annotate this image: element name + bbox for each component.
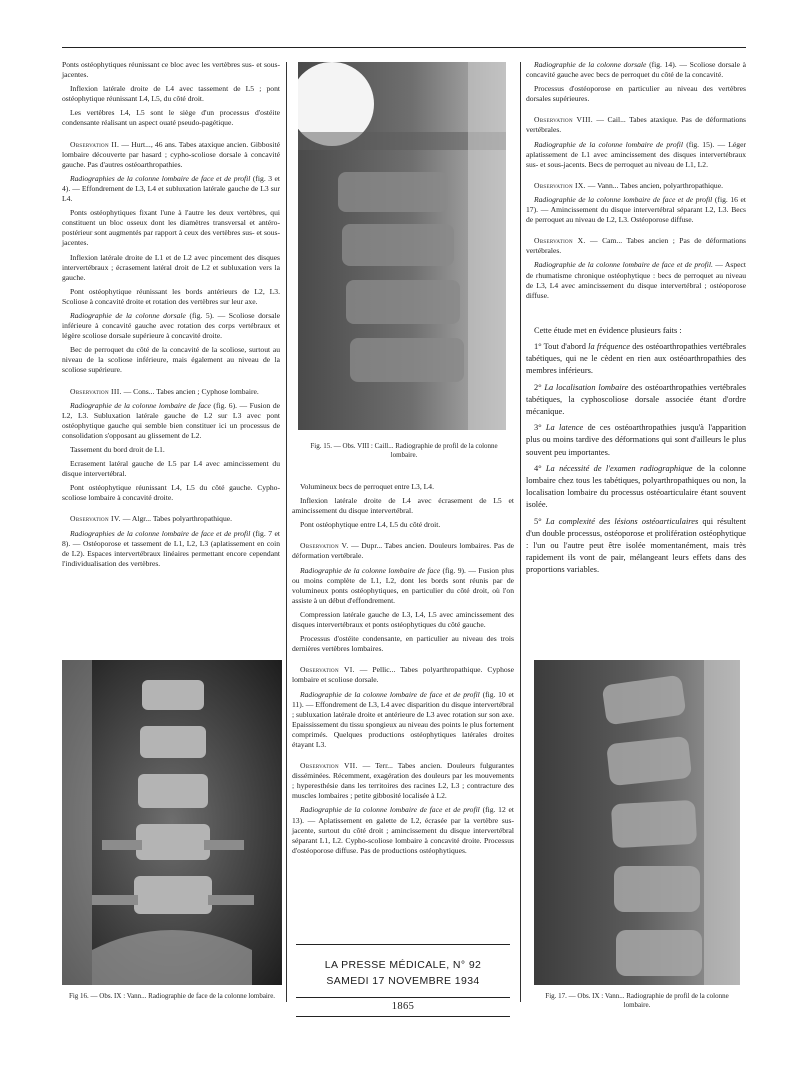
paragraph: Compression latérale gauche de L3, L4, L5 avec amincissement des disques intervertébraux et ponts ostéophytiques du côté gauche. [292,609,514,630]
radiography-text: (fig. 5). — Scoliose dorsale inférieure à concavité gauche avec rotation des corps vertébraux et légère scoliose dorsale supérieure à concavité droite. [62,310,280,341]
radiography-text: (fig. 16 et 17). — Amincissement du disque intervertébral séparant L2, L3. Becs de perroquet au niveau de L2, L3. Ostéoporose diffuse. [526,194,747,225]
observation-intro: — Dupr... Tabes ancien. Douleurs lombaires. Pas de déformation vertébrale. [292,541,514,561]
column-2 [292,482,514,860]
observation-2 [62,140,280,170]
observation-intro: — Terr... Tabes ancien. Douleurs fulgurantes disséminées. Récemment, exagération des douleurs par les mouvements ; hyperesthésie dans les territoires des racines L2, L3 ; contracture des muscles lombaires ; petite gibbosité localisée à L2. [292,761,514,801]
observation-intro: — Cail... Tabes ataxique. Pas de déformations vertébrales. [526,115,746,135]
observation-intro: — Cam... Tabes ancien ; Pas de déformations vertébrales. [526,236,746,256]
point-number: 5° [534,516,542,526]
observation-intro: — Vann... Tabes ancien, polyarthropathique. [587,180,723,190]
observation-10 [526,236,746,256]
radiography-paragraph [526,60,746,80]
radiography-text: (fig. 12 et 13). — Aplatissement en galette de L2, écrasée par la vertèbre sus-jacente, surtout du côté droit ; amincissement du disque intervertébral séparant L1, L2. Cypho-scoliose lombaire à concavité droite. Processus d'ostéoporose diffuse. Pas de productions ostéophytiques. [292,805,514,855]
observation-heading: Observation III. [70,386,122,396]
observation-heading: Observation X. [534,236,586,246]
paragraph: Ecrasement latéral gauche de L5 par L4 avec amincissement du disque intervertébral. [62,459,280,479]
masthead-journal: LA PRESSE MÉDICALE, N° 92 [324,959,482,971]
point-number: 1° Tout d'abord [534,341,586,351]
radiography-title: Radiographie de la colonne dorsale [534,60,647,69]
radiography-paragraph [62,529,280,569]
point-emphasis: La nécessité de l'examen radiographique [545,463,693,473]
radiography-text: (fig. 14). — Scoliose dorsale à concavité gauche avec becs de perroquet du côté de la concavité. [526,60,746,80]
radiography-paragraph [526,260,746,300]
observation-heading: Observation VII. [300,761,358,771]
conclusion-point-3 [526,422,746,459]
observation-5 [292,541,514,561]
observation-intro: — Algr... Tabes polyarthropathique. [122,514,233,524]
figure-15-radiograph [298,62,506,430]
paragraph: Inflexion latérale droite de L1 et de L2 avec pincement des disques intervertébraux ; écrasement latéral droit de L2 et subluxation vers la gauche. [62,252,280,282]
column-divider-right [520,62,521,1002]
radiography-title: Radiographie de la colonne lombaire de face et de profil [534,194,713,204]
radiography-paragraph [62,174,280,204]
radiography-text: (fig. 7 et 8). — Ostéoporose et tassement de L1, L2, L3 (aplatissement en coin de L2). Espaces intervertébraux linéaires permettant encore cependant l'individualisation des vertèbres. [62,528,280,568]
observation-8 [526,115,746,135]
observation-intro: — Pellic... Tabes polyarthropathique. Cyphose lombaire et scoliose dorsale. [292,665,514,685]
figure-17-radiograph [534,660,740,985]
radiography-text: (fig. 10 et 11). — Effondrement de L3, L4 avec disparition du disque intervertébral ; subluxation latérale droite et antérieure de L3 avec rotation sur son axe. Epaississement du tissu spongieux au niveau des points le plus fortement comprimés. Quelques productions ostéophytiques latérales droites étayant L3. [292,689,514,749]
radiography-text: (fig. 9). — Fusion plus ou moins complète de L1, L2, dont les bords sont réunis par de volumineux ponts ostéophytiques, en particulier du côté droit, où l'on assiste à un début d'effondrement. [292,565,515,605]
figure-15-caption: Fig. 15. — Obs. VIII : Caill... Radiographie de profil de la colonne lombaire. [310,442,498,459]
radiography-text: — Aspect de rhumatisme chronique ostéophytique : becs de perroquet au niveau de L3, L4 avec amincissement du disque intervertébral ; ostéoporose diffuse. [526,260,746,300]
radiography-title: Radiographies de la colonne lombaire de face et de profil [70,173,251,183]
point-number: 2° [534,382,542,392]
point-text: qui résultent d'un double processus, ostéoporose et prolifération ostéophytique : l'un ou l'autre peut être isolée momentanément, mais très rapidement ils vont de pair, mélangeant leurs effets dans des proportions variables. [526,516,747,575]
observation-heading: Observation II. [70,139,120,149]
conclusion-point-4 [526,463,746,512]
column-divider-left [286,62,287,1002]
radiography-title: Radiographie de la colonne lombaire de face et de profil. [534,260,713,270]
page-number: 1865 [391,1001,415,1012]
observation-heading: Observation IV. [70,514,121,524]
paragraph: Bec de perroquet du côté de la concavité de la scoliose, surtout au niveau de la scoliose inférieure, mais également au niveau de la scoliose supérieure. [62,345,280,375]
figure-17-caption: Fig. 17. — Obs. IX : Vann... Radiographie de profil de la colonne lombaire. [545,992,729,1009]
conclusion-intro: Cette étude met en évidence plusieurs faits : [534,325,682,335]
point-text: de ces ostéoarthropathies jusqu'à l'apparition plus ou moins tardive des déformations qui sont d'ailleurs le plus souvent peu importantes. [526,423,747,457]
top-rule [62,47,746,48]
radiography-title: Radiographies de la colonne lombaire de face et de profil [70,528,251,538]
conclusion-point-2 [526,382,746,419]
conclusion-point-1 [526,341,746,378]
radiography-title: Radiographie de la colonne lombaire de face [70,400,211,410]
point-emphasis: La complexité des lésions ostéoarticulaires [545,516,699,526]
paragraph: Inflexion latérale droite de L4 avec tassement de L5 ; pont ostéophytique réunissant L4, L5, du côté droit. [62,84,280,104]
radiography-paragraph [526,140,746,170]
observation-heading: Observation VIII. [534,115,593,125]
paragraph: Processus d'ostéite condensante, en particulier au niveau des trois dernières vertèbres lombaires. [292,634,514,654]
point-text: de la colonne lombaire chez tous les tabétiques, polyarthropathiques ou non, la localisation lombaire du processus ostéoarticulaire étant souvent isolée. [526,463,747,510]
observation-6 [292,665,514,685]
radiography-paragraph [292,690,514,751]
masthead-rule-top [296,944,510,945]
point-emphasis: la fréquence [588,341,630,351]
figure-16-caption: Fig 16. — Obs. IX : Vann... Radiographie de face de la colonne lombaire. [68,992,276,1000]
paragraph: Les vertèbres L4, L5 sont le siège d'un processus d'ostéite condensante réalisant un aspect ouaté pseudo-pagétique. [62,108,280,128]
radiography-paragraph [526,195,746,225]
radiography-title: Radiographie de la colonne lombaire de face et de profil [300,689,480,699]
figure-16-radiograph [62,660,282,985]
observation-intro: — Cons... Tabes ancien ; Cyphose lombaire. [123,386,259,396]
paragraph: Pont ostéophytique entre L4, L5 du côté droit. [300,520,441,530]
paragraph: Ponts ostéophytiques réunissant ce bloc avec les vertèbres sus- et sous-jacentes. [62,60,280,80]
observation-7 [292,761,514,801]
masthead-date: SAMEDI 17 NOVEMBRE 1934 [326,975,480,987]
paragraph: Processus d'ostéoporose en particulier au niveau des vertèbres dorsales supérieures. [526,84,746,104]
paragraph: Inflexion latérale droite de L4 avec écrasement de L5 et amincissement du disque intervertébral. [292,496,514,516]
radiography-text: (fig. 3 et 4). — Effondrement de L3, L4 et subluxation latérale gauche de L3 sur L4. [62,173,280,204]
point-emphasis: La latence [545,423,584,433]
radiography-title: Radiographie de la colonne lombaire de face [300,565,441,575]
paragraph: Ponts ostéophytiques fixant l'une à l'autre les deux vertèbres, qui constituent un bloc osseux dont les diamètres transversal et antéro-postérieur sont augmentés par rapport à ceux des vertèbres sus- et sous-jacentes. [62,208,280,248]
point-emphasis: La localisation lombaire [544,382,629,392]
conclusion-point-5 [526,516,746,577]
radiography-paragraph [62,401,280,441]
masthead-rule-mid [296,997,510,998]
observation-intro: — Hurt..., 46 ans. Tabes ataxique ancien. Gibbosité lombaire découverte par hasard ; cypho-scoliose dorsale à concavité gauche. Pas d'autres ostéoarthropathies. [62,139,280,169]
point-text: des ostéoarthropathies vertébrales tabétiques, la cyphoscoliose dorsale associée étant d'ordre mécanique. [526,382,747,416]
point-text: des ostéoarthropathies vertébrales tabétiques, qui ne le cèdent en rien aux ostéoarthropathies des membres inférieurs. [526,341,747,376]
observation-heading: Observation VI. [300,665,355,675]
paragraph: Pont ostéophytique réunissant les bords antérieurs de L2, L3. Scoliose à concavité droite et rotation des vertèbres sur leur axe. [62,286,280,306]
point-number: 3° [534,423,542,433]
radiography-title: Radiographie de la colonne lombaire de profil [534,139,683,149]
observation-9 [526,181,746,191]
observation-4 [62,514,280,524]
radiography-text: (fig. 6). — Fusion de L2, L3. Subluxation latérale gauche de L2 sur L3 avec pont ostéophytique gauche qui semble bien constituer ici un processus de consolidation s'opposant au glissement de L2. [62,400,280,440]
masthead-rule-bottom [296,1016,510,1017]
observation-3 [62,387,280,397]
point-number: 4° [534,463,542,473]
paragraph: Pont ostéophytique réunissant L4, L5 du côté gauche. Cypho-scoliose lombaire à concavité droite. [62,483,280,503]
column-1 [62,60,280,573]
column-3 [526,60,746,581]
paragraph: Volumineux becs de perroquet entre L3, L4. [300,482,434,491]
radiography-title: Radiographie de la colonne lombaire de face et de profil [300,805,480,815]
radiography-title: Radiographie de la colonne dorsale [70,310,186,320]
radiography-text: (fig. 15). — Léger aplatissement de L1 avec amincissement des disques intervertébraux sus- et sous-jacents. Becs de perroquet au niveau de L1, L2. [526,139,746,169]
radiography-paragraph [292,566,514,606]
radiography-paragraph [292,805,514,855]
observation-heading: Observation IX. [534,180,586,190]
observation-heading: Observation V. [300,541,349,551]
paragraph: Tassement du bord droit de L1. [70,445,165,454]
radiography-paragraph [62,311,280,341]
